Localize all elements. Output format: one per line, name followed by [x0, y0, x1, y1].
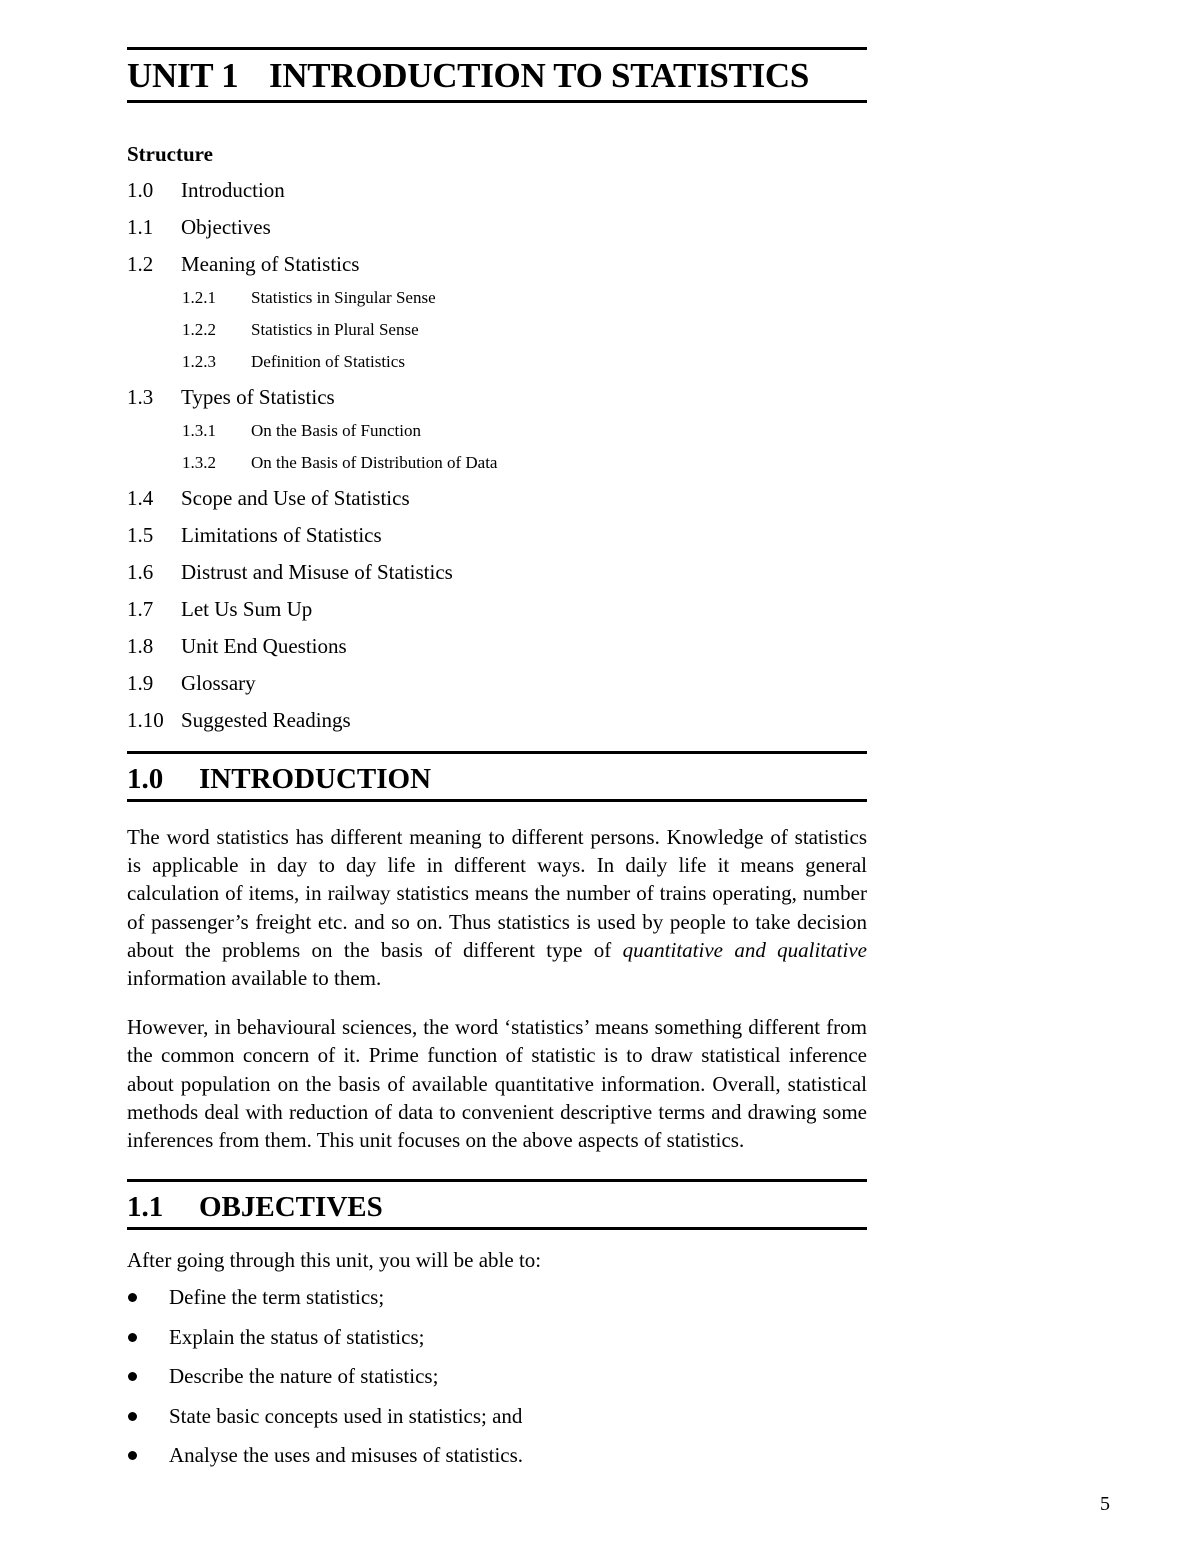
emphasis-text: quantitative and qualitative — [622, 937, 867, 962]
unit-title — [127, 50, 867, 100]
section-title-objectives — [127, 1182, 867, 1227]
toc-item — [127, 384, 867, 410]
toc-item-number: 1.7 — [127, 597, 154, 621]
unit-title-text: INTRODUCTION TO STATISTICS — [269, 56, 810, 95]
list-item — [127, 1283, 867, 1311]
toc-subitem — [127, 288, 867, 308]
toc-item-number: 1.4 — [127, 486, 154, 510]
toc-item — [127, 251, 867, 277]
unit-number: UNIT 1 — [127, 56, 239, 95]
structure-heading: Structure — [127, 142, 213, 166]
toc-item-label: Types of Statistics — [181, 385, 335, 409]
bullet-icon — [128, 1412, 137, 1421]
section-number: 1.0 — [127, 763, 164, 795]
list-item — [127, 1402, 867, 1430]
toc-subitem-number: 1.2.3 — [182, 352, 216, 371]
toc-item-label: Scope and Use of Statistics — [181, 486, 410, 510]
paragraph-text: The word statistics has different meaning to different persons. Knowledge of statistics is applicable in day to day life in different ways. In daily life it means general calculation of items, in railway statistics means the number of trains operating, number of passenger’s freight etc. and so on. Thus statistics is used by people to take decision about the problems on the basis of different type of — [127, 825, 867, 962]
toc-item — [127, 633, 867, 659]
paragraph-tail: information available to them. — [127, 966, 382, 991]
toc-subitem — [127, 421, 867, 441]
toc-subitem — [127, 352, 867, 372]
introduction-heading-block — [127, 751, 867, 802]
toc-item-label: Unit End Questions — [181, 634, 347, 658]
toc-item-label: Limitations of Statistics — [181, 523, 382, 547]
toc-item — [127, 596, 867, 622]
section-bottom-rule — [127, 799, 867, 802]
page-number: 5 — [1100, 1493, 1110, 1515]
list-item-text: Explain the status of statistics; — [169, 1324, 425, 1349]
toc-subitem — [127, 453, 867, 473]
list-item — [127, 1362, 867, 1390]
list-item — [127, 1441, 867, 1469]
document-page — [127, 47, 867, 1481]
toc-item-label: Distrust and Misuse of Statistics — [181, 560, 453, 584]
bullet-icon — [128, 1451, 137, 1460]
toc-item-number: 1.0 — [127, 178, 154, 202]
list-item-text: Analyse the uses and misuses of statistics. — [169, 1443, 524, 1468]
table-of-contents — [127, 177, 867, 733]
toc-subitem-number: 1.2.1 — [182, 288, 216, 307]
toc-item — [127, 670, 867, 696]
bullet-icon — [128, 1333, 137, 1342]
toc-item-number: 1.2 — [127, 252, 154, 276]
section-title-text: INTRODUCTION — [199, 763, 432, 795]
toc-item — [127, 707, 867, 733]
section-number: 1.1 — [127, 1191, 164, 1224]
toc-item-label: Introduction — [181, 178, 285, 202]
toc-item-number: 1.6 — [127, 560, 154, 584]
section-title-introduction — [127, 754, 867, 799]
toc-item — [127, 522, 867, 548]
toc-subitem-label: Statistics in Plural Sense — [251, 320, 419, 339]
toc-item-label: Suggested Readings — [181, 708, 351, 732]
toc-item — [127, 559, 867, 585]
toc-item-number: 1.8 — [127, 634, 154, 658]
toc-subitem-number: 1.3.1 — [182, 421, 216, 440]
toc-item-number: 1.10 — [127, 708, 164, 732]
bullet-icon — [128, 1293, 137, 1302]
toc-subitem-label: On the Basis of Function — [251, 421, 421, 440]
toc-item — [127, 214, 867, 240]
introduction-paragraph-2: However, in behavioural sciences, the word ‘statistics’ means something different from the common concern of it. Prime function of statistic is to draw statistical inference about population on the basis of available quantitative information. Overall, statistical methods deal with reduction of data to convenient descriptive terms and drawing some inferences from them. This unit focuses on the above aspects of statistics. — [127, 1015, 867, 1153]
toc-item-label: Meaning of Statistics — [181, 252, 360, 276]
toc-item-number: 1.5 — [127, 523, 154, 547]
list-item-text: State basic concepts used in statistics; and — [169, 1403, 523, 1428]
toc-item-number: 1.1 — [127, 215, 154, 239]
toc-item-number: 1.9 — [127, 671, 154, 695]
toc-item-label: Objectives — [181, 215, 271, 239]
unit-title-bottom-rule — [127, 100, 867, 103]
section-bottom-rule — [127, 1227, 867, 1230]
introduction-paragraph-1 — [127, 823, 867, 992]
toc-item-number: 1.3 — [127, 385, 154, 409]
toc-subitem-label: Definition of Statistics — [251, 352, 405, 371]
objectives-heading-block — [127, 1179, 867, 1230]
toc-subitem-number: 1.2.2 — [182, 320, 216, 339]
list-item — [127, 1323, 867, 1351]
toc-subitem-label: Statistics in Singular Sense — [251, 288, 436, 307]
list-item-text: Describe the nature of statistics; — [169, 1364, 439, 1389]
bullet-icon — [128, 1372, 137, 1381]
list-item-text: Define the term statistics; — [169, 1285, 385, 1310]
objectives-intro: After going through this unit, you will be able to: — [127, 1248, 542, 1273]
toc-item-label: Glossary — [181, 671, 256, 695]
toc-item — [127, 177, 867, 203]
toc-item-label: Let Us Sum Up — [181, 597, 313, 621]
toc-subitem — [127, 320, 867, 340]
toc-item — [127, 485, 867, 511]
section-title-text: OBJECTIVES — [199, 1191, 383, 1224]
toc-subitem-label: On the Basis of Distribution of Data — [251, 453, 498, 472]
objectives-list — [127, 1283, 867, 1469]
toc-subitem-number: 1.3.2 — [182, 453, 216, 472]
